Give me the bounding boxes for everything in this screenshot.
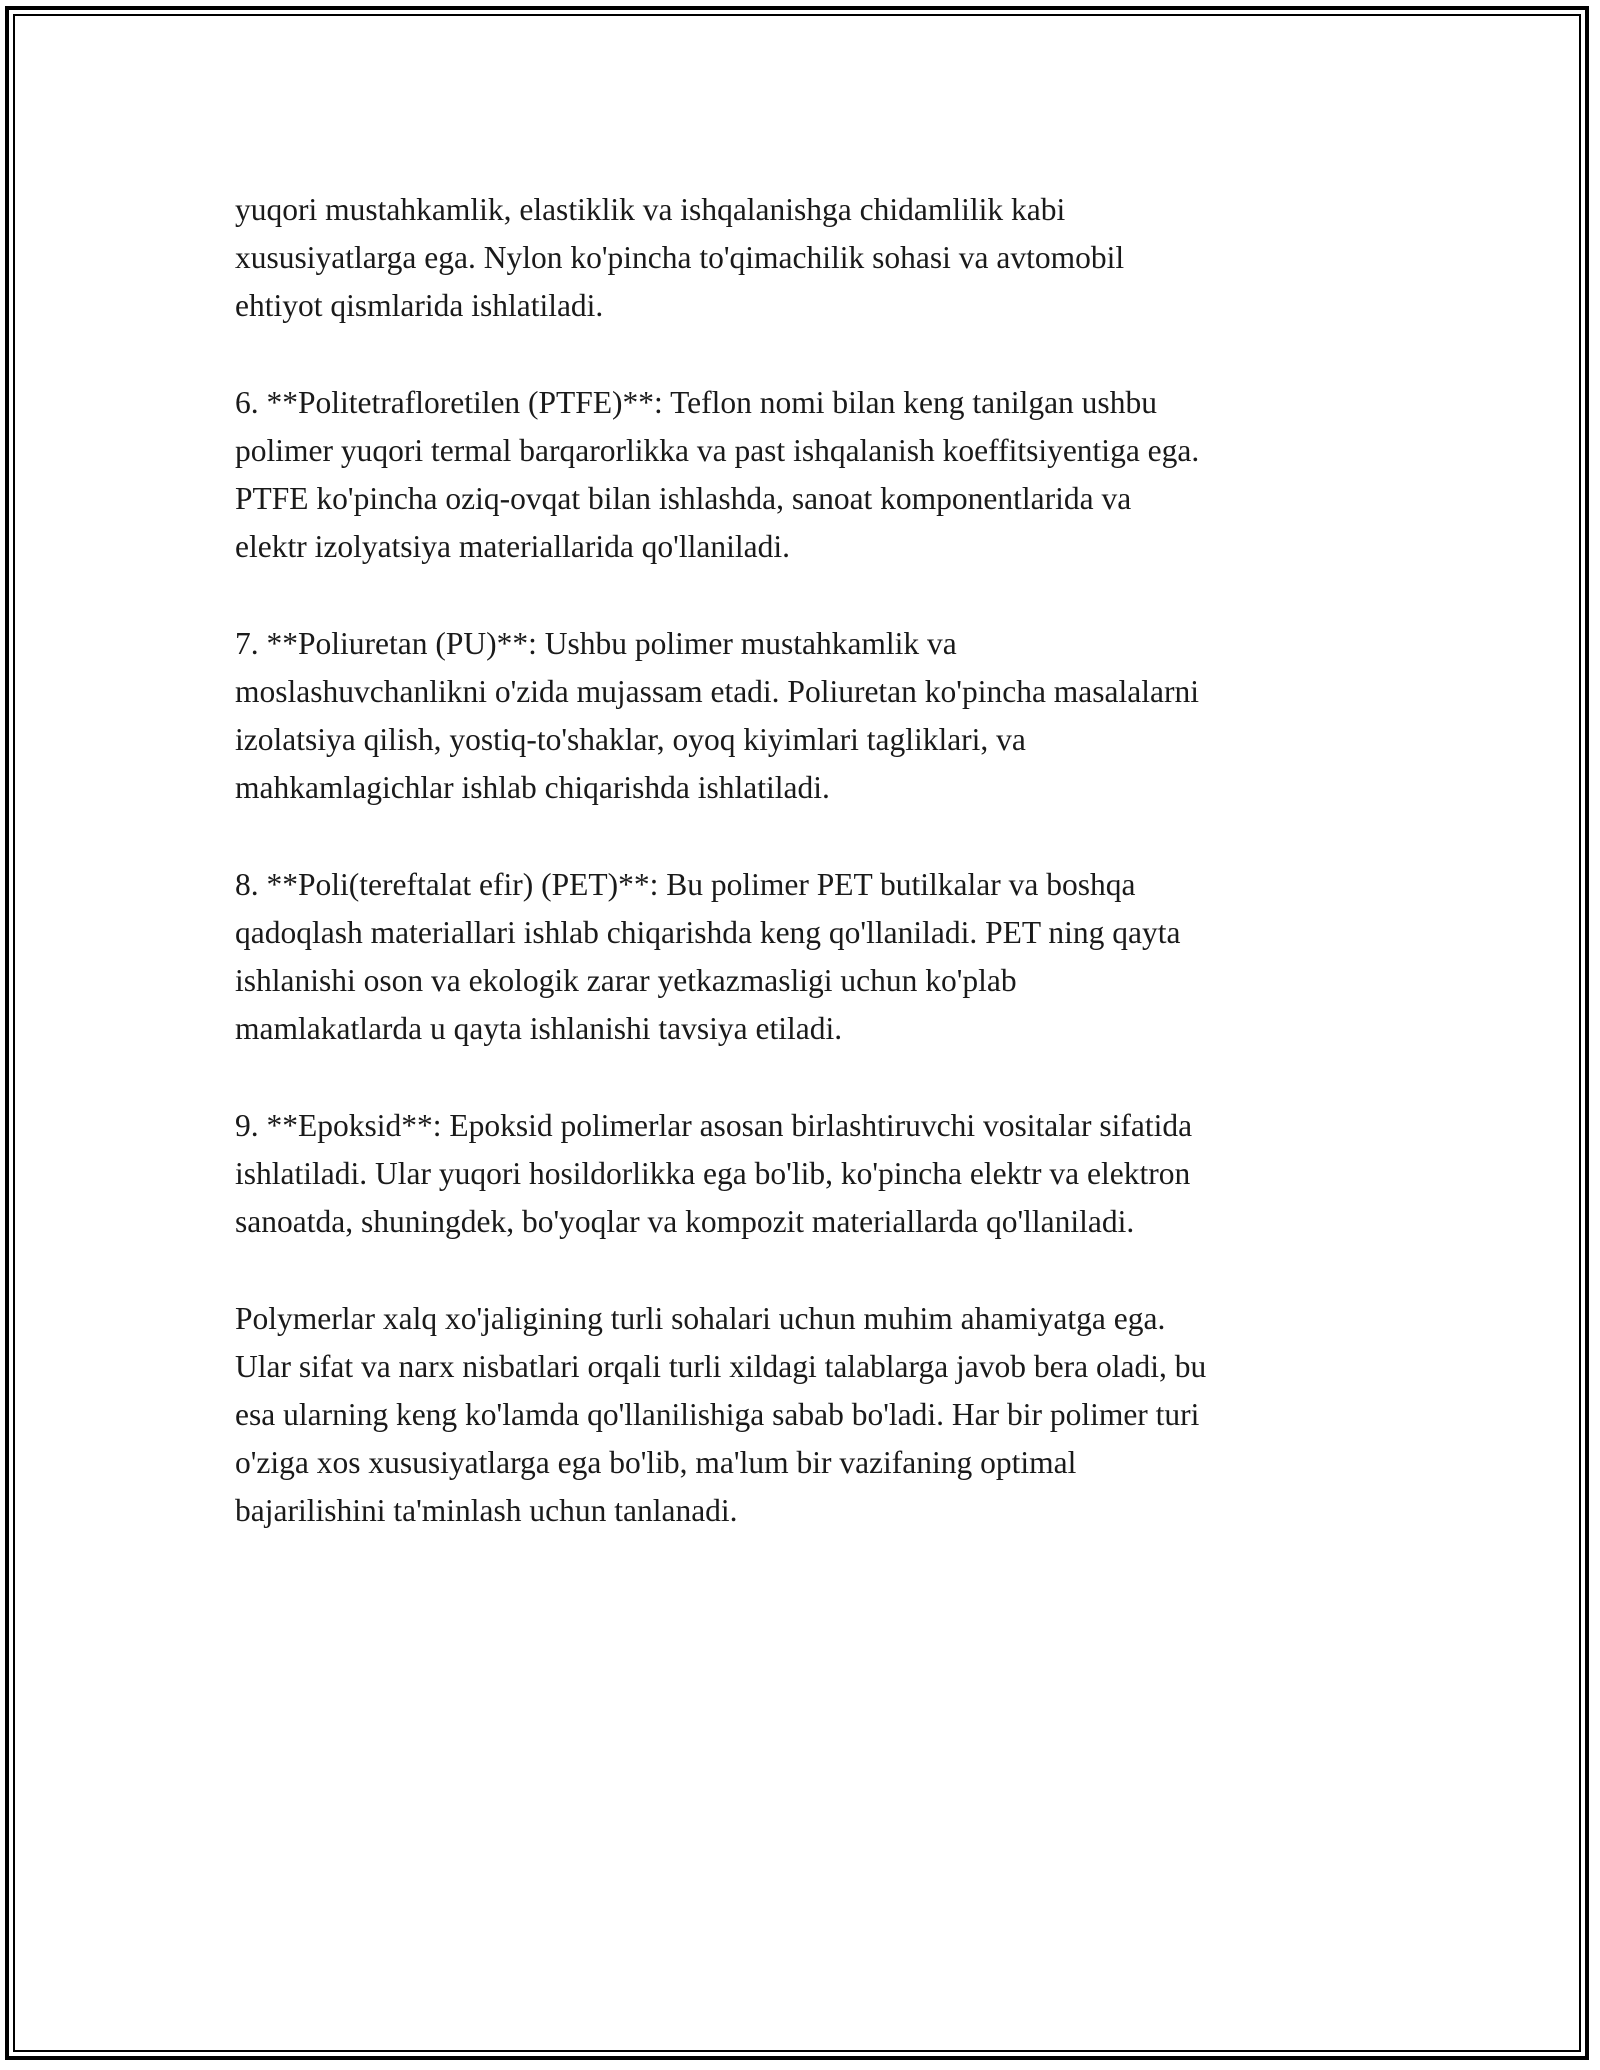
text-line: sanoatda, shuningdek, bo'yoqlar va kompozit materiallarda qo'llaniladi. <box>235 1204 1135 1240</box>
paragraph-conclusion <box>235 1295 1380 1536</box>
text-line: qadoqlash materiallari ishlab chiqarishda keng qo'llaniladi. PET ning qayta <box>235 915 1181 950</box>
text-line: polimer yuqori termal barqarorlikka va past ishqalanish koeffitsiyentiga ega. <box>235 433 1200 468</box>
text-line: moslashuvchanlikni o'zida mujassam etadi. Poliuretan ko'pincha masalalarni <box>235 674 1199 709</box>
text-line: Ular sifat va narx nisbatlari orqali turli xildagi talablarga javob bera oladi, bu <box>235 1348 1207 1384</box>
text-line: izolatsiya qilish, yostiq-to'shaklar, oyoq kiyimlari tagliklari, va <box>235 722 1026 758</box>
paragraph-poliuretan <box>235 620 1380 813</box>
text-line: PTFE ko'pincha oziq-ovqat bilan ishlashda, sanoat komponentlarida va <box>235 481 1132 517</box>
text-line: ishlanishi oson va ekologik zarar yetkazmasligi uchun ko'plab <box>235 963 1017 999</box>
text-line: o'ziga xos xususiyatlarga ega bo'lib, ma'lum bir vazifaning optimal <box>235 1445 1077 1481</box>
text-line: esa ularning keng ko'lamda qo'llanilishiga sabab bo'ladi. Har bir polimer turi <box>235 1397 1200 1432</box>
text-line: ehtiyot qismlarida ishlatiladi. <box>235 288 604 324</box>
text-line: 9. **Epoksid**: Epoksid polimerlar asosan birlashtiruvchi vositalar sifatida <box>235 1107 1193 1143</box>
document-body <box>235 186 1380 1584</box>
text-line: mamlakatlarda u qayta ishlanishi tavsiya etiladi. <box>235 1011 843 1047</box>
paragraph-epoksid <box>235 1102 1380 1247</box>
text-line: mahkamlagichlar ishlab chiqarishda ishlatiladi. <box>235 770 830 806</box>
text-line: elektr izolyatsiya materiallarida qo'llaniladi. <box>235 529 790 565</box>
text-line: ishlatiladi. Ular yuqori hosildorlikka ega bo'lib, ko'pincha elektr va elektron <box>235 1156 1191 1191</box>
text-line: Polymerlar xalq xo'jaligining turli sohalari uchun muhim ahamiyatga ega. <box>235 1300 1166 1336</box>
text-line: 6. **Politetrafloretilen (PTFE)**: Teflon nomi bilan keng tanilgan ushbu <box>235 384 1157 420</box>
paragraph-pet <box>235 861 1380 1054</box>
paragraph-ptfe <box>235 379 1380 572</box>
text-line: 7. **Poliuretan (PU)**: Ushbu polimer mustahkamlik va <box>235 625 957 661</box>
text-line: yuqori mustahkamlik, elastiklik va ishqalanishga chidamlilik kabi <box>235 192 1066 227</box>
text-line: 8. **Poli(tereftalat efir) (PET)**: Bu polimer PET butilkalar va boshqa <box>235 866 1136 902</box>
text-line: xususiyatlarga ega. Nylon ko'pincha to'qimachilik sohasi va avtomobil <box>235 240 1125 276</box>
paragraph-nylon-continued <box>235 186 1380 331</box>
text-line: bajarilishini ta'minlash uchun tanlanadi. <box>235 1493 738 1529</box>
